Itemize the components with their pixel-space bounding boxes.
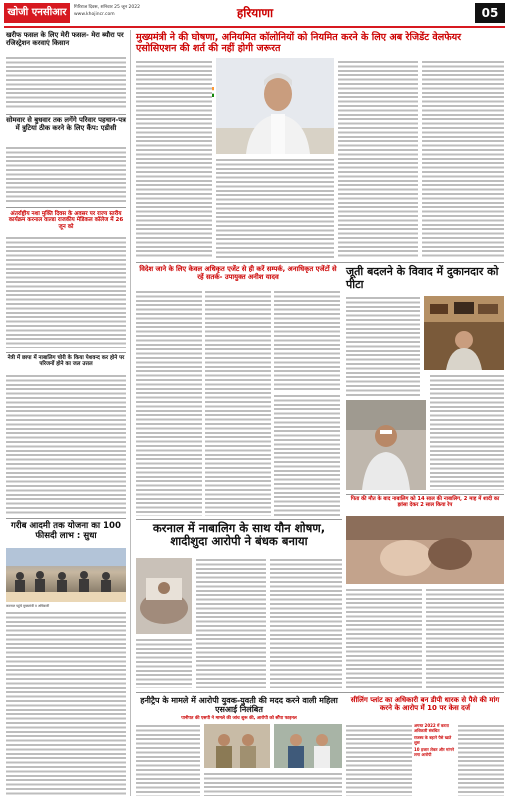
hanitrap-headline: हनीट्रैप के मामले में आरोपी युवक-युवती की मदद करने वाली महिला एसआई निलंबित (140, 696, 338, 715)
agents-body-col-1 (136, 290, 202, 516)
shoe-photo (424, 296, 504, 370)
website-line: www.khojincr.com (74, 12, 115, 17)
seal-headline: सीलिंग प्लांट का अधिकारी बन डीपी धारक से पैसे की मांग करने के आरोप में 10 पर केस दर्ज (350, 696, 500, 713)
lead-headline: मुख्यमंत्री ने की घोषणा, अनियमित कॉलोनियों को नियमित करने के लिए अब रेजिडेंट वेलफेयर एसोसिएशन की शर्त की नहीं होगी जरूरत (136, 32, 462, 55)
hanitrap-body-col-2 (204, 772, 342, 796)
girl-sale-body-col-1 (346, 588, 422, 688)
police-photo (204, 724, 270, 768)
divider (136, 692, 504, 693)
karnal-photo (136, 558, 192, 634)
karnal-body-col-1 (196, 558, 266, 688)
hanitrap-subheadline: पानीपत की एसपी ने मामले की जांच शुरू की, आरोपी को सौंपा फाइनल (181, 716, 297, 721)
karnal-headline: करनाल में नाबालिग के साथ यौन शोषण, शादीशुदा आरोपी ने बंधक बनाया (152, 521, 326, 549)
divider (6, 207, 126, 208)
brand-logo: खोजी एनसीआर (4, 3, 70, 23)
officials-photo (274, 724, 342, 768)
body-farmers (6, 56, 126, 110)
lead-body-col-2 (216, 158, 334, 258)
lead-body-col-1 (136, 60, 212, 258)
lead-body-col-3 (338, 60, 418, 258)
section-title: हरियाणा (236, 6, 274, 20)
divider (346, 494, 504, 495)
photo-caption: करनाल पहुंचे मुख्यमंत्री व अधिकारी (6, 604, 50, 608)
headline-family-id: सोमवार से बुधवार तक लगेंगे परिवार पहचान-पत्र में त्रुटियां ठीक करने के लिए कैंप: एडीसी (6, 116, 126, 132)
body-anti-drug (6, 236, 126, 348)
shoe-headline: जूती बदलने के विवाद में दुकानदार को पीटा (346, 265, 499, 291)
body-poor-scheme (6, 611, 126, 796)
page-header (0, 0, 509, 28)
divider (6, 114, 126, 115)
shoe-body (346, 296, 420, 396)
headline-minor-theft: नेत्री में छापा में नाबालिग चोरी के किया पेशवन्द कर होने पर परिजनों होने का जल उत्तल (7, 355, 125, 368)
agents-body-col-3b (274, 394, 340, 516)
headline-poor-scheme: गरीब आदमी तक योजना का 100 फीसदी लाभ : सुधा (10, 521, 121, 541)
body-family-id (6, 146, 126, 204)
seal-highlight: राजस्व के बहाने पैसे खाते शुरू (414, 735, 452, 745)
divider (6, 518, 126, 519)
seal-highlights (414, 724, 454, 796)
agents-body-col-3 (274, 290, 340, 390)
agents-headline: विदेश जाने के लिए केवल अधिकृत एजेंट से ही करें सम्पर्क, अनाधिकृत एजेंटों से रहें सतर्क- उपायुक्त अनीश यादव (139, 265, 337, 281)
body-minor-theft (6, 374, 126, 514)
karnal-body-col-0 (136, 638, 192, 688)
seal-highlight: 10 हजार लेकर और मांगने लगा आरोपी (414, 747, 454, 757)
hanitrap-body-col-1 (136, 724, 200, 796)
event-photo (6, 548, 126, 602)
agents-body-col-2 (205, 290, 271, 516)
divider (136, 262, 504, 263)
seal-highlight: अगस्त 2022 में करता अधिकारी संबंधित (414, 723, 449, 733)
divider (6, 352, 126, 353)
date-line: गिरिराज दिवस, शनिवार 25 जून 2022 (74, 5, 140, 10)
karnal-body-col-2 (270, 558, 342, 688)
seal-body-col-2 (458, 724, 504, 796)
headline-anti-drug: अंतर्राष्ट्रीय नशा मुक्ति दिवस के अवसर पर राज्य स्तरीय कार्यक्रम करनाल वाल्डा राजकीय मेडिकल कॉलेज में 26 जून को (8, 211, 124, 230)
lead-body-col-4 (422, 60, 504, 258)
headline-farmers: खरीफ फसल के लिए मेरी फसल- मेरा ब्यौरा पर रजिस्ट्रेशन करवाएं किसान (6, 31, 124, 47)
girl-sale-body-col-2 (426, 588, 504, 688)
page-number: 05 (475, 3, 505, 23)
header-rule (4, 26, 505, 28)
seal-body-col-1 (346, 724, 412, 796)
shoe-body-2 (430, 374, 504, 490)
girl-sale-photo (346, 516, 504, 584)
girl-sale-headline: पिता की मौत के बाद नाबालिग को 14 साल की नाबालिग, 2 माह में शादी का झांसा देकर 2 साल किया रेप (350, 496, 500, 508)
victim-photo (346, 400, 426, 490)
divider (136, 519, 342, 520)
column-divider (130, 30, 131, 796)
cm-photo (216, 58, 334, 154)
